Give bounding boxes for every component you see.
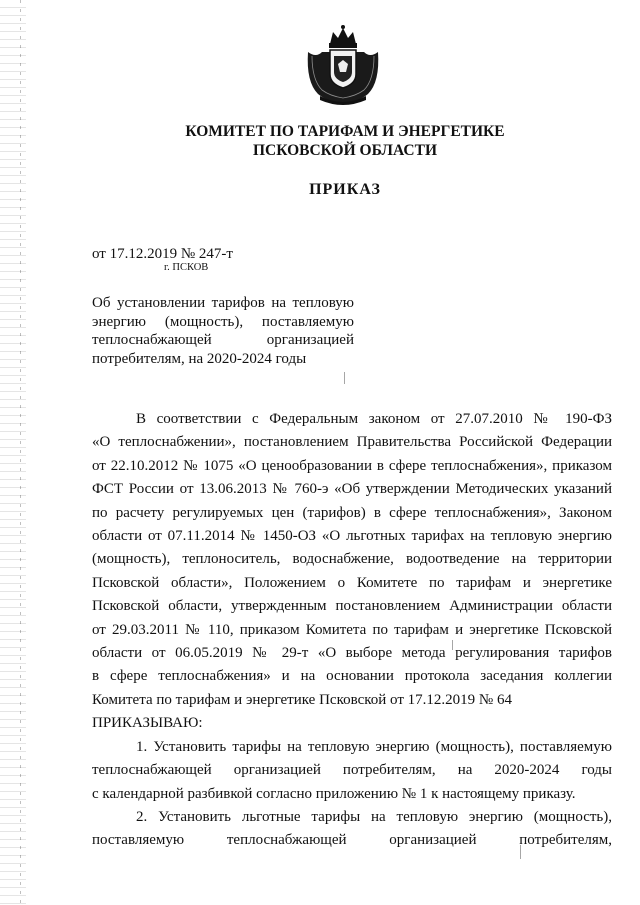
document-type: ПРИКАЗ <box>309 181 381 198</box>
coat-of-arms-icon <box>300 22 386 108</box>
scan-edge <box>0 0 26 905</box>
body-line: теплоснабжающей организацией потребителям, на 2020-2024 годы <box>92 762 612 779</box>
subject-line: теплоснабжающей организацией <box>92 332 354 348</box>
body-line: в сфере теплоснабжения» и на основании протокола заседания коллегии <box>92 668 612 685</box>
body-line: области от 06.05.2019 № 29-т «О выборе метода регулирования тарифов <box>92 645 612 662</box>
subject-block <box>92 294 354 368</box>
body-line: Комитета по тарифам и энергетике Псковской от 17.12.2019 № 64 <box>92 691 512 708</box>
committee-line-2: ПСКОВСКОЙ ОБЛАСТИ <box>252 142 437 159</box>
committee-name <box>150 122 540 160</box>
body-line: Псковской области», Положением о Комитете по тарифам и энергетике <box>92 574 612 591</box>
body-line: области от 07.11.2014 № 1450-ОЗ «О льготных тарифах на тепловую энергию <box>92 528 612 545</box>
body-line: В соответствии с Федеральным законом от 27.07.2010 № 190-ФЗ <box>136 411 612 427</box>
city: г. ПСКОВ <box>164 262 209 273</box>
body-line: «О теплоснабжении», постановлением Правительства Российской Федерации <box>92 434 612 451</box>
body-line: Псковской области, утвержденным постановлением Администрации области <box>92 598 612 615</box>
subject-line: Об установлении тарифов на тепловую <box>92 295 354 311</box>
body-line: от 29.03.2011 № 110, приказом Комитета по тарифам и энергетике Псковской <box>92 621 612 638</box>
body-line: (мощность), теплоноситель, водоснабжение, водоотведение на территории <box>92 551 612 568</box>
body-line: по расчету регулируемых цен (тарифов) в сфере теплоснабжения», Законом <box>92 504 612 521</box>
subject-line: потребителям, на 2020-2024 годы <box>92 350 307 367</box>
body-line: ФСТ России от 13.06.2013 № 760-э «Об утверждении Методических указаний <box>92 481 612 498</box>
date-number: от 17.12.2019 № 247-т <box>92 246 233 262</box>
scan-mark <box>520 845 521 859</box>
scan-mark <box>344 372 345 384</box>
body-line: от 22.10.2012 № 1075 «О ценообразовании в сфере теплоснабжения», приказом <box>92 457 612 474</box>
body-line: поставляемую теплоснабжающей организацией потребителям, <box>92 832 612 849</box>
body-line: 2. Установить льготные тарифы на тепловую энергию (мощность), <box>136 808 612 825</box>
body-text <box>92 408 612 853</box>
subject-line: энергию (мощность), поставляемую <box>92 313 354 330</box>
body-line: 1. Установить тарифы на тепловую энергию (мощность), поставляемую <box>136 738 612 755</box>
scan-mark <box>452 640 453 650</box>
body-line: с календарной разбивкой согласно приложению № 1 к настоящему приказу. <box>92 785 576 802</box>
committee-line-1: КОМИТЕТ ПО ТАРИФАМ И ЭНЕРГЕТИКЕ <box>185 123 505 140</box>
body-line: ПРИКАЗЫВАЮ: <box>92 715 203 732</box>
